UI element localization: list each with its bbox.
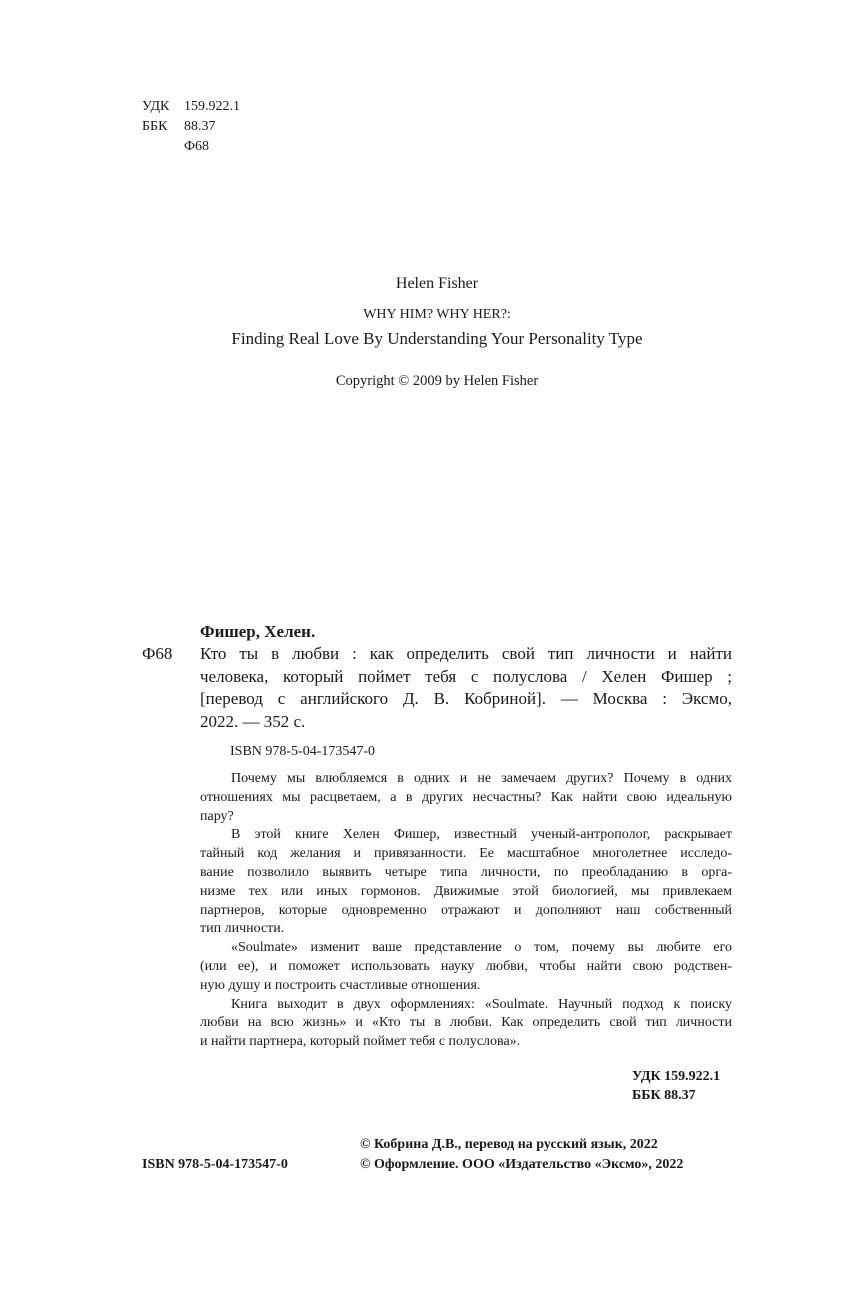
bbk-classification	[142, 117, 216, 137]
annotation-line: Книга выходит в двух оформлениях: «Soulmate. Научный подход к поиску	[231, 996, 732, 1012]
footer-bbk: ББК 88.37	[632, 1088, 696, 1103]
annotation-line: отношениях мы расцветаем, а в других несчастны? Как найти свою идеальную	[200, 789, 732, 805]
annotation-line: (или ее), и поможет использовать науку любви, чтобы найти свою родствен-	[200, 958, 732, 974]
udk-label: УДК	[142, 99, 170, 114]
original-author: Helen Fisher	[395, 275, 479, 292]
original-copyright: Copyright © 2009 by Helen Fisher	[335, 373, 539, 389]
annotation-paragraph	[200, 996, 732, 1052]
record-code: Ф68	[142, 644, 173, 663]
annotation-line: тип личности.	[200, 921, 285, 937]
record-last-line: 2022. — 352 с.	[200, 711, 306, 731]
annotation-paragraph	[200, 826, 732, 939]
annotation-paragraph	[200, 939, 732, 995]
footer-isbn: ISBN 978-5-04-173547-0	[142, 1157, 288, 1172]
record-line: [перевод с английского Д. В. Кобриной]. — Москва : Эксмо,	[200, 689, 732, 708]
bbk-value: 88.37	[184, 119, 216, 134]
annotation-line: и найти партнера, который поймет тебя с полуслова».	[200, 1034, 521, 1050]
record-author-heading: Фишер, Хелен.	[200, 622, 316, 641]
annotation-line: партнеров, которые одновременно отражают и дополняют наш собственный	[200, 902, 732, 918]
bbk-label: ББК	[142, 119, 168, 134]
udk-classification	[142, 97, 240, 117]
annotation-line: пару?	[200, 808, 234, 824]
annotation-line: вание позволило выявить четыре типа личности, по преобладанию в орга-	[200, 864, 732, 880]
copyright-design: © Оформление. ООО «Издательство «Эксмо», 2022	[360, 1157, 684, 1172]
annotation-line: низме тех или иных гормонов. Движимые этой биологией, мы привлекаем	[200, 883, 732, 899]
footer-udk: УДК 159.922.1	[632, 1069, 721, 1084]
record-line: Кто ты в любви : как определить свой тип личности и найти	[200, 644, 732, 663]
record-line: человека, который поймет тебя с полуслова / Хелен Фишер ;	[200, 666, 732, 686]
annotation	[200, 770, 732, 1052]
annotation-line: ную душу и построить счастливые отношения.	[200, 977, 481, 993]
copyright-translation: © Кобрина Д.В., перевод на русский язык, 2022	[360, 1137, 658, 1152]
annotation-line: любви на всю жизнь» и «Кто ты в любви. Как определить свой тип личности	[200, 1015, 732, 1031]
annotation-line: В этой книге Хелен Фишер, известный ученый-антрополог, раскрывает	[231, 827, 732, 843]
annotation-line: Почему мы влюбляемся в одних и не замечаем других? Почему в одних	[231, 771, 732, 786]
author-mark: Ф68	[184, 139, 210, 154]
annotation-line: тайный код желания и привязанности. Ее масштабное многолетнее исследо-	[200, 846, 732, 862]
annotation-line: «Soulmate» изменит ваше представление о том, почему вы любите его	[231, 940, 732, 956]
record-isbn: ISBN 978-5-04-173547-0	[230, 744, 376, 759]
original-title-line-2: Finding Real Love By Understanding Your Personality Type	[231, 329, 643, 348]
annotation-paragraph	[200, 770, 732, 826]
original-title-line-1: WHY HIM? WHY HER?:	[363, 307, 511, 322]
udk-value: 159.922.1	[184, 99, 240, 114]
